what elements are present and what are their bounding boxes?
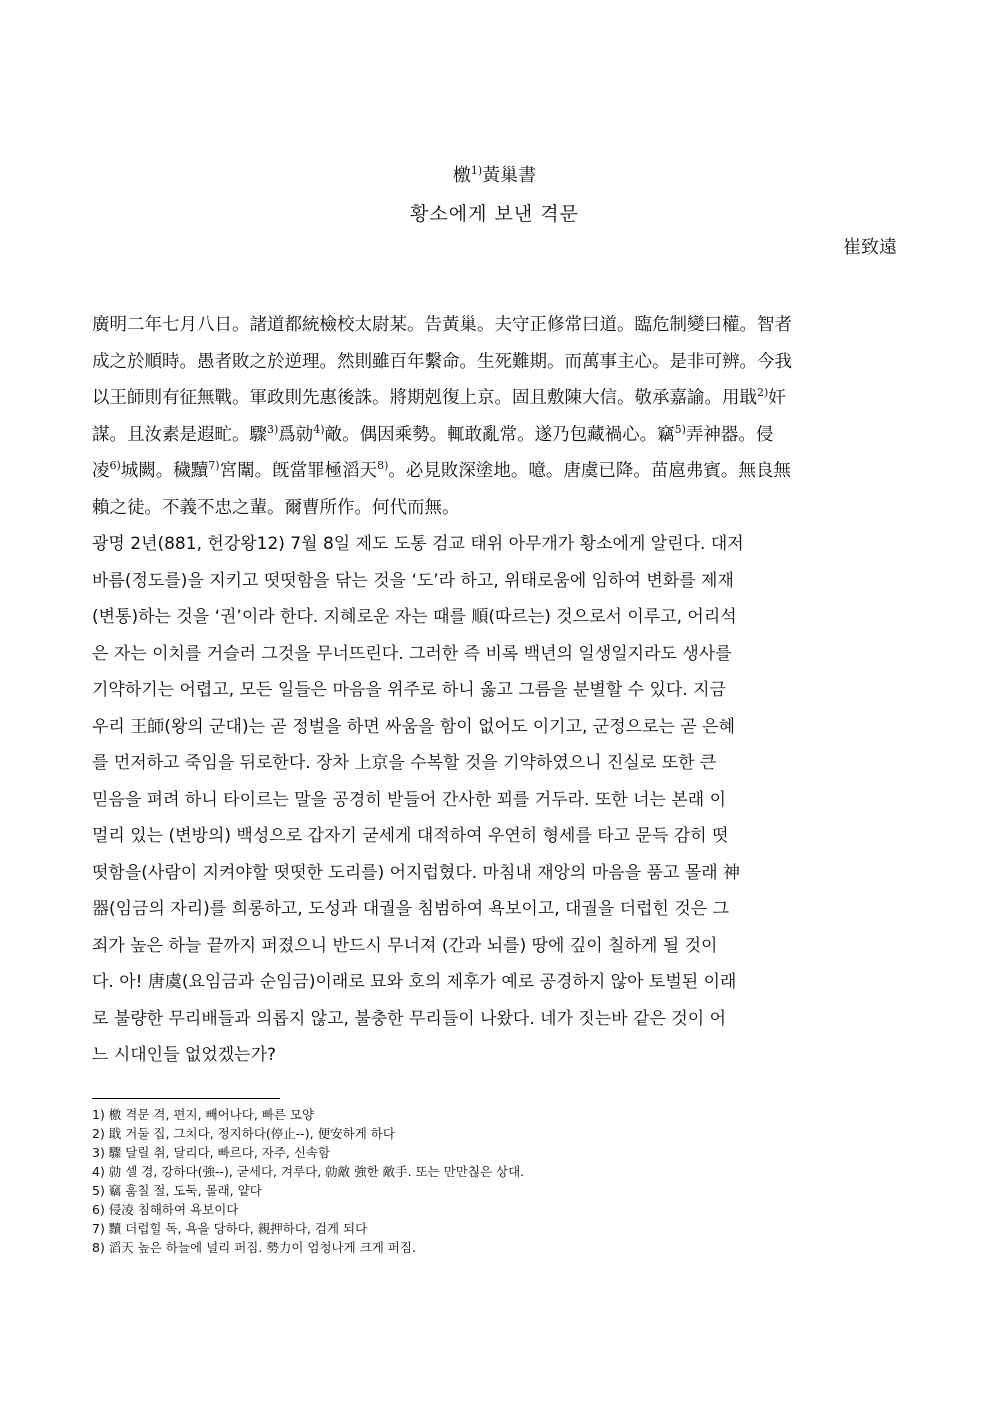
title-prefix: 檄 [452, 165, 471, 186]
footnote-separator [92, 1098, 280, 1099]
hanmun-line: 廣明二年七月八日。諸道都統檢校太尉某。告黃巢。夫守正修常曰道。臨危制變曰權。智者 [92, 315, 792, 335]
translation-line: 우리 王師(왕의 군대)는 곧 정벌을 하면 싸움을 함이 없어도 이기고, 군정으로는 곧 은혜 [92, 716, 736, 737]
footnote-ref: 6) [109, 459, 121, 473]
footnote: 3) 驟 달릴 취, 달리다, 빠르다, 자주, 신속함 [92, 1145, 331, 1160]
footnote-ref: 3) [267, 422, 279, 436]
footnotes [92, 1105, 897, 1257]
footnote: 8) 滔天 높은 하늘에 널리 퍼짐. 勢力이 엄청나게 크게 퍼짐. [92, 1240, 416, 1255]
author-name: 崔致遠 [843, 237, 897, 258]
hanmun-line: 以王師則有征無戰。軍政則先惠後誅。將期剋復上京。固且敷陳大信。敬承嘉諭。用戢$^{2)}$奸 [92, 386, 786, 408]
translation-line: 로 불량한 무리배들과 의롭지 않고, 불충한 무리들이 나왔다. 네가 짓는바 같은 것이 어 [92, 1008, 727, 1029]
translation-line: 器(임금의 자리)를 희롱하고, 도성과 대궐을 침범하여 욕보이고, 대궐을 더럽힌 것은 그 [92, 899, 730, 919]
footnote-ref: 8) [377, 459, 389, 473]
translation-line: 믿음을 펴려 하니 타이르는 말을 공경히 받들어 간사한 꾀를 거두라. 또한 너는 본래 이 [92, 789, 727, 810]
translation-line: 떳함을(사람이 지켜야할 떳떳한 도리를) 어지럽혔다. 마침내 재앙의 마음을 품고 몰래 神 [92, 862, 741, 883]
title-main: 黃巢書 [482, 165, 537, 186]
footnote: 7) 黷 더럽힐 독, 욕을 당하다, 親押하다, 검게 되다 [92, 1221, 368, 1236]
hanmun-line: 凌$^{6)}$城闕。穢黷$^{7)}$宮闈。旣當罪極滔天$^{8)}$。必見敗深塗地。噫。唐虞已降。苗扈弗賓。無良無 [92, 459, 791, 481]
translation-line: 느 시대인들 없었겠는가? [92, 1045, 277, 1065]
footnote-ref: 4) [313, 422, 325, 436]
footnote-ref: 2) [757, 386, 769, 400]
korean-translation [92, 526, 897, 1074]
footnote: 5) 竊 훔칠 절, 도둑, 몰래, 얕다 [92, 1183, 262, 1198]
footnote-ref: 7) [208, 459, 220, 473]
translation-line: 죄가 높은 하늘 끝까지 퍼졌으니 반드시 무너져 (간과 뇌를) 땅에 깊이 칠하게 될 것이 [92, 935, 718, 956]
footnote-ref: 5) [674, 422, 686, 436]
hanmun-line: 成之於順時。愚者敗之於逆理。然則雖百年繫命。生死難期。而萬事主心。是非可辨。今我 [92, 351, 792, 372]
document-title [92, 164, 897, 188]
hanmun-line: 賴之徒。不義不忠之輩。爾曹所作。何代而無。 [92, 497, 460, 518]
footnote: 1) 檄 격문 격, 편지, 빼어나다, 빠른 모양 [92, 1107, 315, 1122]
translation-line: 광명 2년(881, 헌강왕12) 7월 8일 제도 도통 검교 태위 아무개가 황소에게 알린다. 대저 [92, 534, 744, 554]
translation-line: 를 먼저하고 죽임을 뒤로한다. 장차 上京을 수복할 것을 기약하였으니 진실로 또한 큰 [92, 753, 717, 773]
hanmun-line: 謀。且汝素是遐甿。驟$^{3)}$爲勍$^{4)}$敵。偶因乘勢。輒敢亂常。遂乃包藏禍心。竊$^{5)}$弄神器。侵 [92, 422, 774, 445]
footnote: 6) 侵凌 침해하여 욕보이다 [92, 1202, 239, 1217]
translation-line: 기약하기는 어렵고, 모든 일들은 마음을 위주로 하니 옳고 그름을 분별할 수 있다. 지금 [92, 680, 727, 700]
translation-line: 바름(정도를)을 지키고 떳떳함을 닦는 것을 ‘도’라 하고, 위태로움에 임하여 변화를 제재 [92, 570, 734, 591]
document-body [92, 307, 897, 1074]
translation-line: (변통)하는 것을 ‘권’이라 한다. 지혜로운 자는 때를 順(따르는) 것으로서 이루고, 어리석 [92, 607, 737, 627]
classical-chinese-text [92, 307, 897, 526]
footnote: 2) 戢 거둘 집, 그치다, 정지하다(停止--), 便安하게 하다 [92, 1126, 395, 1141]
translation-line: 은 자는 이치를 거슬러 그것을 무너뜨린다. 그러한 즉 비록 백년의 일생일지라도 생사를 [92, 643, 732, 664]
title-footnote-ref: 1) [470, 164, 483, 177]
document-subtitle: 황소에게 보낸 격문 [410, 203, 579, 225]
translation-line: 다. 아! 唐虞(요임금과 순임금)이래로 묘와 호의 제후가 예로 공경하지 않아 토벌된 이래 [92, 972, 737, 992]
footnote: 4) 勍 셀 경, 강하다(強--), 굳세다, 겨루다, 勍敵 強한 敵手. 또는 만만칞은 상대. [92, 1164, 525, 1179]
translation-line: 멀리 있는 (변방의) 백성으로 갑자기 굳세게 대적하여 우연히 형세를 타고 문득 감히 떳 [92, 826, 729, 846]
